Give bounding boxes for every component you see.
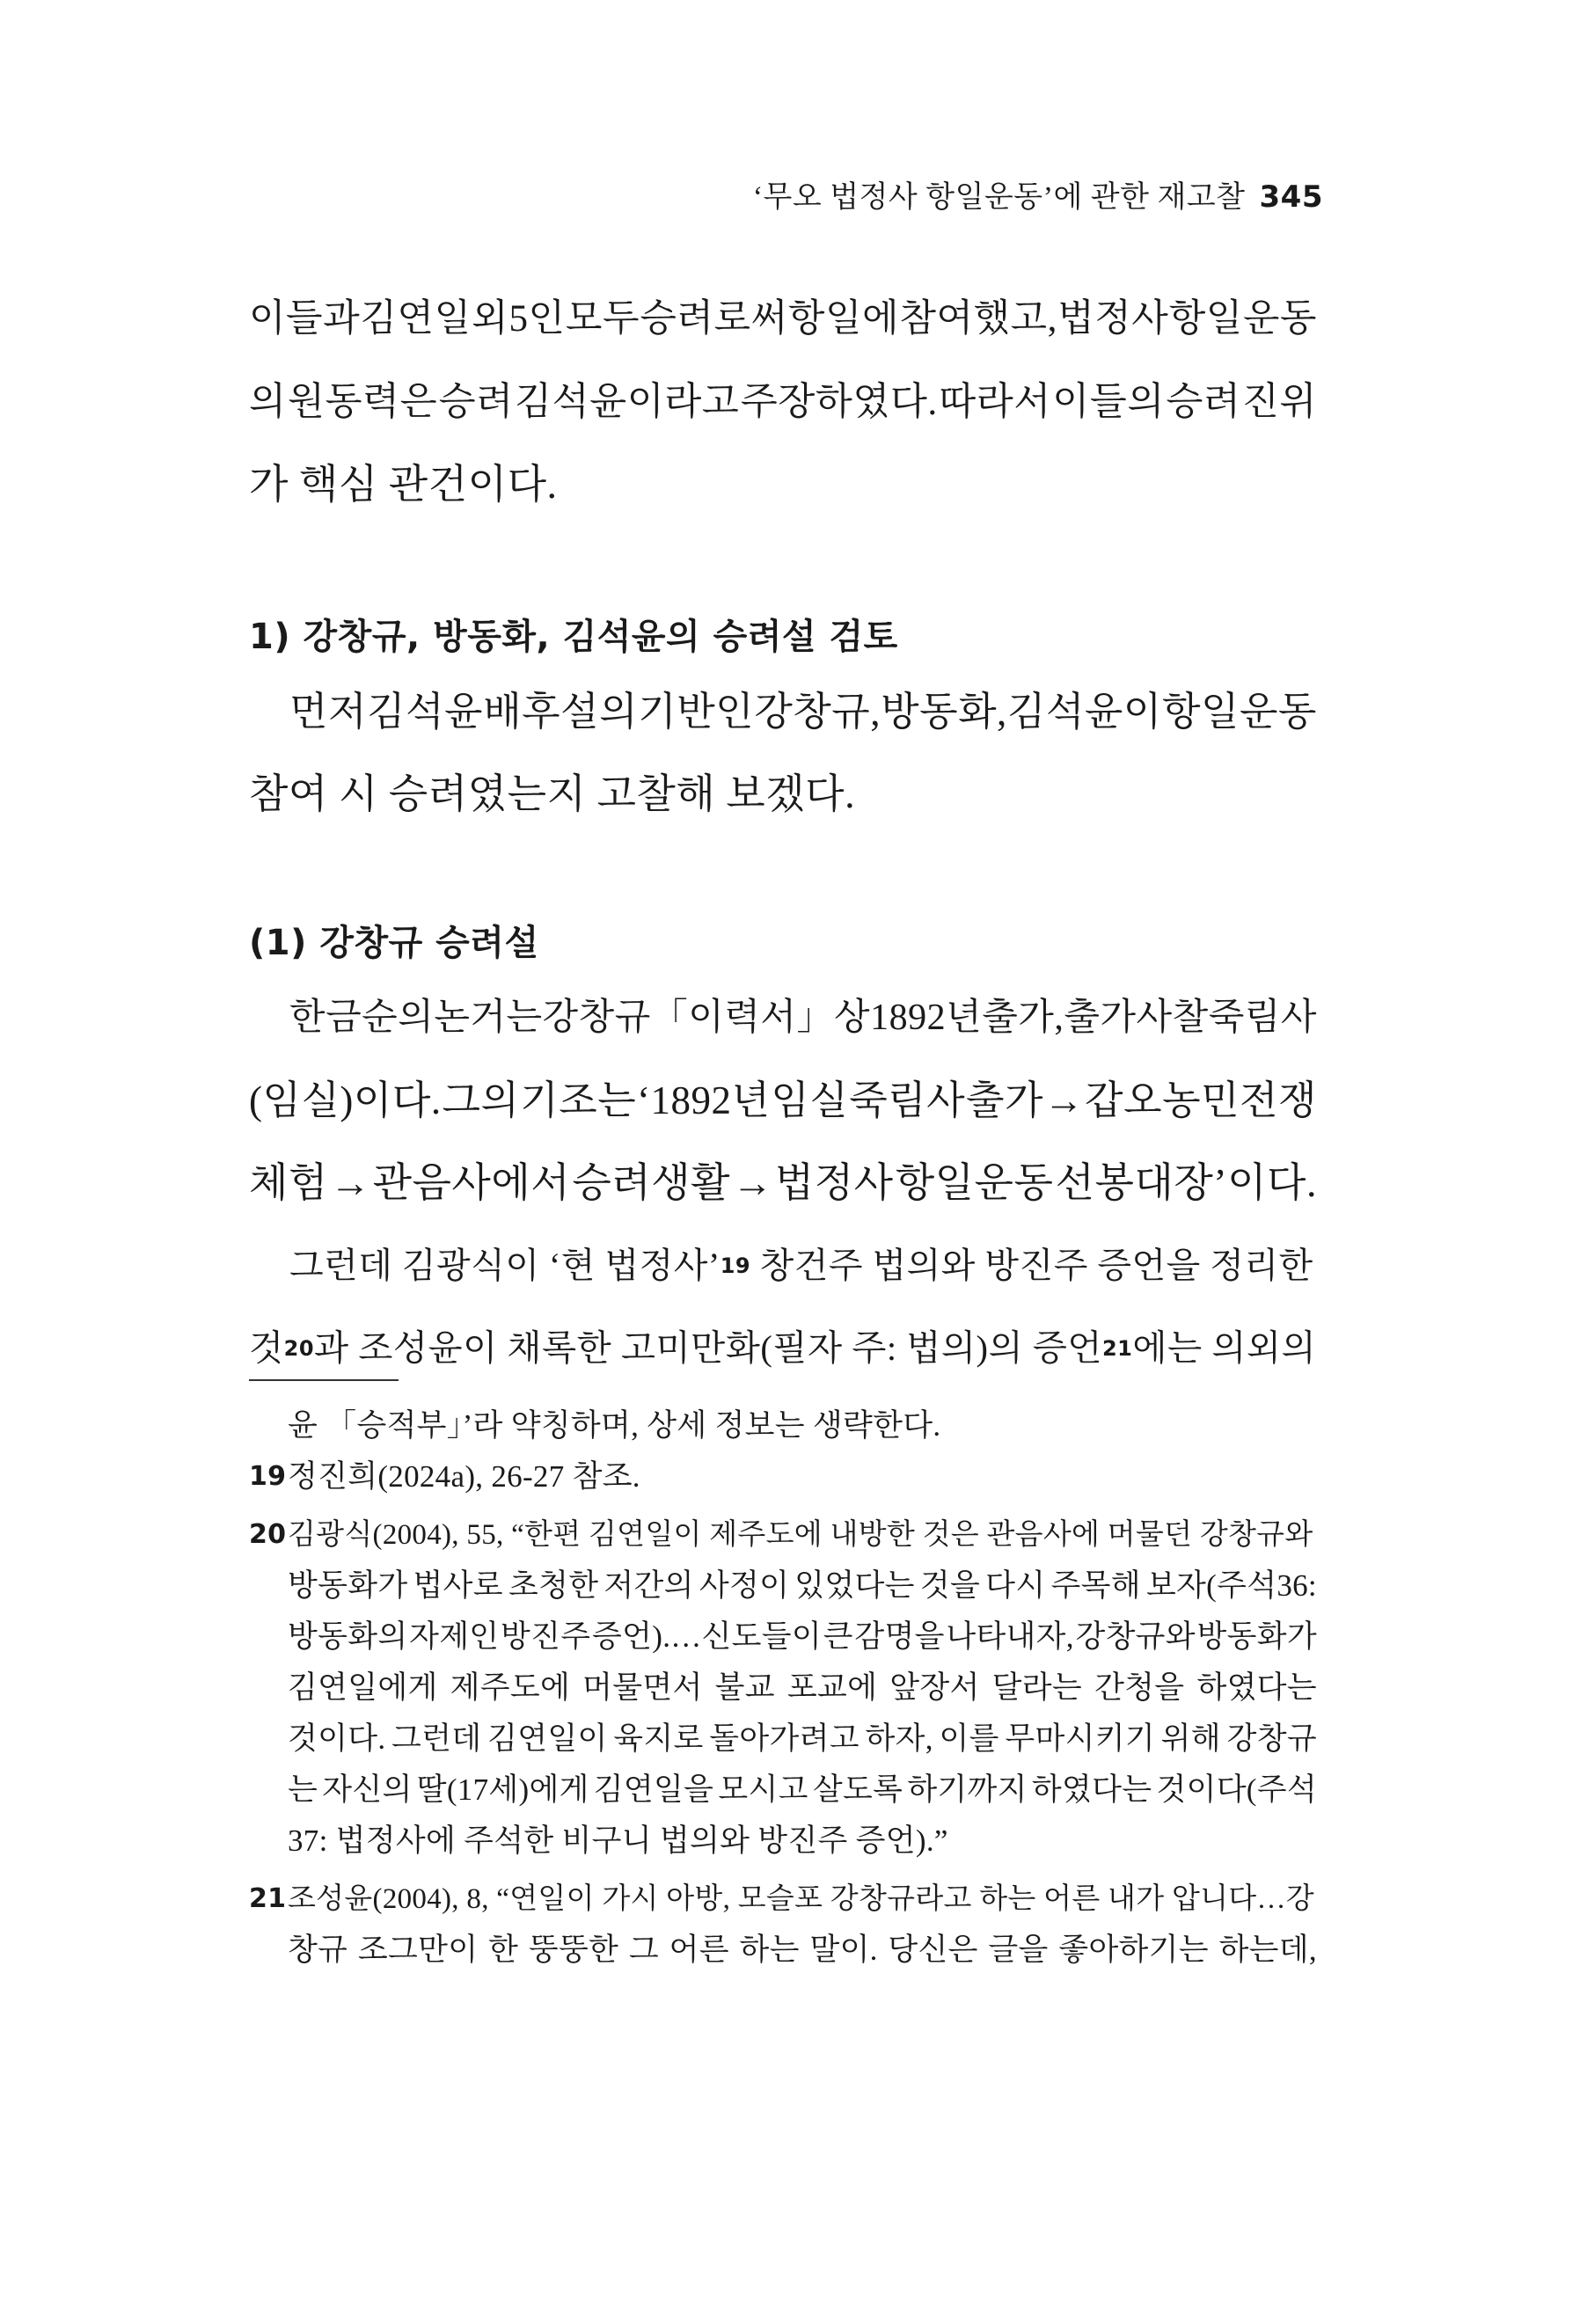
word: 따라서 — [939, 381, 1051, 423]
word: 그 — [628, 1933, 659, 1967]
word: 승려생활 — [572, 1160, 731, 1205]
word: 임실 — [771, 1078, 849, 1122]
word: 김연일이 — [487, 1721, 608, 1756]
word: 승려로써 — [640, 298, 788, 340]
word: 위해 — [1160, 1721, 1221, 1756]
word: 배후설의 — [483, 690, 639, 734]
word: 1892년 — [870, 998, 983, 1038]
word: 창규 — [288, 1933, 348, 1967]
footnote-20: 20 김광식(2004), 55, “한편 김연일이 제주도에 내방한 것은 관음사에 머물던 강창규와 방동화가 법사로 초청한 저간의 사정이 있었다는 것을 다시 주목해 보자(주석36: 방동화의 자제인 방진주 증언).…신도들이 큰 감명을 나타내자, 강창규와 방동화가 김연일에게 제주도에 머물면서 불교 포교에 앞장서 달라는 간청을 하였다는 것이다. 그런데 김연일이 육지로 돌아가려고 하자, 이를 무마시키기 위해 강창규 는 자신의 딸(17세)에게 김연일을 모시고 살도록 하기까지 하였다는 것이다(주석 37: 법정사에 주석한 비구니 법의와 방진주 증언).” — [249, 1509, 1317, 1867]
word: 진위 — [1241, 381, 1317, 423]
body-line: 참여 시 승려였는지 고찰해 보겠다. — [249, 771, 856, 816]
word: 포교에 — [786, 1670, 878, 1705]
body-line — [249, 361, 1317, 443]
word: 자제인 — [409, 1619, 500, 1654]
word: 육지로 — [613, 1721, 704, 1756]
word: 간청을 — [1094, 1670, 1185, 1705]
word: → — [329, 1160, 371, 1205]
word: 뚱뚱한 — [528, 1933, 619, 1967]
word: 하는데, — [1218, 1933, 1317, 1967]
word: 좋아하기는 — [1058, 1933, 1209, 1967]
word: 하였다는 — [1031, 1772, 1152, 1807]
running-header — [753, 172, 1323, 216]
word: 어른 — [669, 1933, 729, 1967]
text-run: 에는 의외의 — [1132, 1328, 1317, 1368]
word: 증언).…신도들이 — [592, 1619, 822, 1654]
body-line — [249, 976, 1317, 1059]
word: 참여했고, — [899, 298, 1057, 340]
word: 딸(17세)에게 — [416, 1772, 589, 1807]
footnote-ref-19: 19 — [720, 1253, 751, 1278]
footnote-separator — [249, 1379, 399, 1381]
word: 큰 — [823, 1619, 853, 1654]
word: 강창규 — [542, 998, 651, 1038]
word: 앞장서 — [889, 1670, 980, 1705]
word: 머물면서 — [582, 1670, 703, 1705]
word: 항일에 — [787, 298, 900, 340]
word: 원동력은 — [288, 381, 438, 423]
word: 주목해 — [1050, 1568, 1141, 1603]
word: 항일운동 — [895, 1160, 1054, 1205]
footnote-ref-20: 20 — [283, 1336, 315, 1361]
word: 체험 — [249, 1160, 328, 1205]
word: 다시 — [985, 1568, 1046, 1603]
word: 기조는 — [520, 1078, 637, 1122]
text-run: 과 조성윤이 채록한 고미만화(필자 주: 법의)의 증언 — [314, 1328, 1102, 1368]
word: 5인 — [508, 298, 566, 340]
footnote-ref-21: 21 — [1101, 1336, 1133, 1361]
body-line — [249, 1307, 1317, 1390]
word: 김연일에게 — [288, 1670, 438, 1705]
section-heading-1: 1) 강창규, 방동화, 김석윤의 승려설 검토 — [249, 617, 898, 657]
word: 방동화의 — [288, 1619, 408, 1654]
word: 방동화가 — [1196, 1619, 1317, 1654]
body-line — [249, 670, 1317, 753]
word: 그의 — [442, 1078, 520, 1122]
footnote-number: 20 — [249, 1519, 287, 1550]
word: 의 — [249, 381, 287, 423]
body-line — [249, 1059, 1317, 1142]
word: 방진주 — [501, 1619, 591, 1654]
word: 법사로 — [413, 1568, 503, 1603]
word: 한금순의 — [289, 998, 435, 1038]
word: 하자, — [865, 1721, 933, 1756]
word: 것이다. — [288, 1721, 386, 1756]
section1-1-paragraphs — [249, 976, 1317, 1390]
word: 출가 — [965, 1078, 1043, 1122]
word: 출가, — [982, 998, 1064, 1038]
word: 말이. — [809, 1933, 878, 1967]
word: 보자(주석36: — [1145, 1568, 1317, 1603]
word: 상 — [834, 998, 871, 1038]
word: 사정이 — [699, 1568, 790, 1603]
footnote-21: 21 조성윤(2004), 8, “연일이 가시 아방, 모슬포 강창규라고 하는 어른 내가 압니다…강 창규 조그만이 한 뚱뚱한 그 어른 하는 말이. 당신은 글을 좋아하기는 하는데, — [249, 1874, 1317, 1976]
footnote-number: 19 — [249, 1461, 287, 1492]
section-heading-1-1: (1) 강창규 승려설 — [249, 923, 539, 963]
text-run: 것 — [249, 1328, 284, 1368]
word: → — [1043, 1078, 1085, 1122]
word: 갑오농민전쟁 — [1085, 1078, 1317, 1122]
text-run: 창건주 법의와 방진주 증언을 정리한 — [750, 1246, 1313, 1285]
word: 것을 — [919, 1568, 981, 1603]
word: 방동화가 — [288, 1568, 408, 1603]
word: 외 — [472, 298, 509, 340]
word: 나타내자, — [946, 1619, 1074, 1654]
word: 「이력서」 — [650, 998, 834, 1038]
word: 김석윤이 — [1006, 690, 1162, 734]
word: 김연일을 — [593, 1772, 714, 1807]
word: 출가사찰 — [1064, 998, 1209, 1038]
word: 초청한 — [508, 1568, 599, 1603]
word: 법정사 — [1057, 298, 1169, 340]
word: 무마시키기 — [1005, 1721, 1155, 1756]
word: 살도록 — [812, 1772, 903, 1807]
word: 글을 — [988, 1933, 1049, 1967]
word: 김연일 — [360, 298, 472, 340]
word: 이들과 — [249, 298, 361, 340]
word: 감명을 — [854, 1619, 945, 1654]
word: 이들의 — [1052, 381, 1165, 423]
word: 불교 — [714, 1670, 775, 1705]
word: 주장하였다. — [740, 381, 938, 423]
word: 돌아가려고 — [709, 1721, 859, 1756]
word: 저간의 — [603, 1568, 694, 1603]
word: 승려 — [438, 381, 514, 423]
word: 기반인 — [638, 690, 755, 734]
word: 먼저 — [289, 690, 367, 734]
body-line — [249, 278, 1317, 361]
word: ‘1892년 — [637, 1078, 771, 1122]
word: 김석윤이라고 — [515, 381, 740, 423]
word: 강창규, — [754, 690, 881, 734]
body-line: 가 핵심 관건이다. — [249, 462, 558, 507]
word: 자신의 — [322, 1772, 413, 1807]
word: 방동화, — [881, 690, 1007, 734]
word: 그런데 — [391, 1721, 482, 1756]
body-line — [249, 1142, 1317, 1224]
footnote-number: 21 — [249, 1883, 287, 1914]
word: 항일운동 — [1162, 690, 1317, 734]
word: 죽림사 — [1208, 998, 1317, 1038]
word: 는 — [288, 1772, 318, 1807]
word: 것이다(주석 — [1156, 1772, 1317, 1807]
word: (임실)이다. — [249, 1078, 442, 1122]
word: 선봉대장’이다. — [1055, 1160, 1317, 1205]
word: 당신은 — [888, 1933, 978, 1967]
word: 조그만이 — [357, 1933, 479, 1967]
word: 강창규와 — [1075, 1619, 1196, 1654]
word: 논거는 — [434, 998, 543, 1038]
footnote-19: 19 정진희(2024a), 26-27 참조. — [249, 1451, 1317, 1502]
intro-paragraph — [249, 278, 1317, 526]
section1-paragraph — [249, 670, 1317, 836]
word: 한 — [488, 1933, 519, 1967]
word: 제주도에 — [450, 1670, 571, 1705]
body-line — [249, 1224, 1317, 1307]
footnote-continuation: 윤 「승적부」’라 약칭하며, 상세 정보는 생략한다. — [288, 1408, 941, 1443]
footnotes — [249, 1400, 1317, 1976]
text-run: 그런데 김광식이 ‘현 법정사’ — [289, 1246, 721, 1285]
word: 달라는 — [991, 1670, 1083, 1705]
word: 법정사 — [774, 1160, 894, 1205]
word: 있었다는 — [794, 1568, 915, 1603]
word: 승려 — [1166, 381, 1241, 423]
word: 항일운동 — [1168, 298, 1317, 340]
word: 하는 — [739, 1933, 800, 1967]
word: 하였다는 — [1196, 1670, 1317, 1705]
word: 하기까지 — [907, 1772, 1028, 1807]
word: 김석윤 — [367, 690, 484, 734]
word: 관음사에서 — [372, 1160, 571, 1205]
word: 죽림사 — [849, 1078, 966, 1122]
word: → — [732, 1160, 773, 1205]
word: 이를 — [939, 1721, 999, 1756]
word: 모시고 — [718, 1772, 808, 1807]
page-number: 345 — [1259, 179, 1323, 215]
word: 강창규 — [1226, 1721, 1317, 1756]
running-title: ‘무오 법정사 항일운동’에 관한 재고찰 — [752, 181, 1246, 214]
word: 모두 — [565, 298, 640, 340]
